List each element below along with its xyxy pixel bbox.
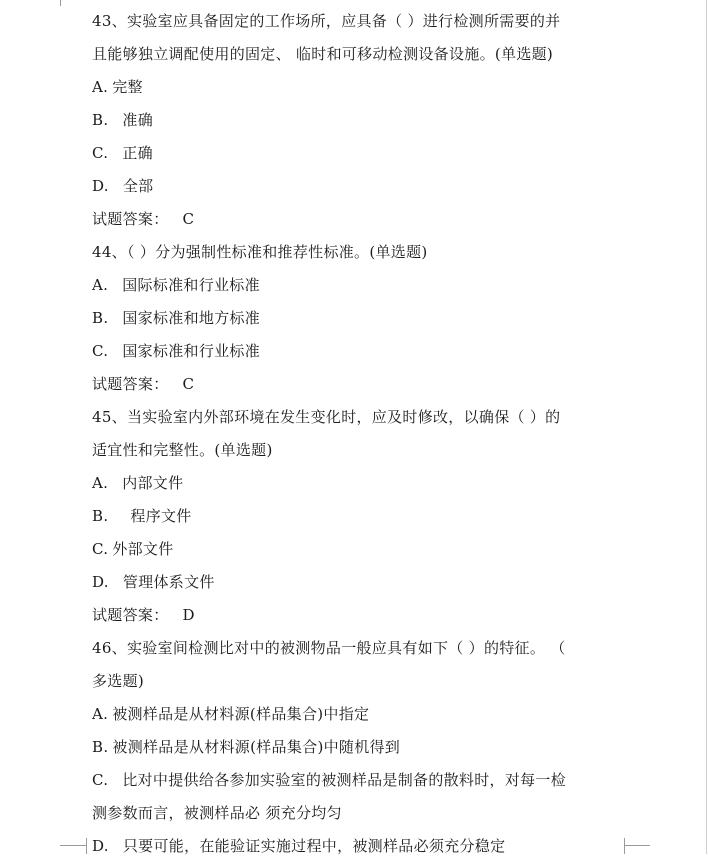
option-letter: B. [92, 111, 109, 129]
question-44-option-a [92, 269, 632, 302]
option-text: 被测样品是从材料源(样品集合)中指定 [112, 705, 370, 723]
question-46-stem-line-2: 多选题) [92, 672, 145, 690]
question-46-option-c-continued [92, 797, 632, 830]
option-letter: B. [92, 738, 109, 756]
question-43-option-d [92, 170, 632, 203]
question-43-option-a [92, 71, 632, 104]
option-letter: C. [92, 771, 109, 789]
question-45-stem-line-2: 适宜性和完整性。(单选题) [92, 441, 273, 459]
crop-mark [60, 845, 86, 846]
question-45-option-b [92, 500, 632, 533]
option-letter: C. [92, 144, 109, 162]
answer-label: 试题答案： [92, 375, 169, 393]
option-letter: D. [92, 837, 109, 855]
document-body [92, 5, 632, 863]
option-text: 准确 [122, 111, 154, 129]
question-43-stem-line-2: 且能够独立调配使用的固定、 临时和可移动检测设备设施。(单选题) [92, 45, 554, 63]
question-46-option-a [92, 698, 632, 731]
option-text: 国家标准和行业标准 [122, 342, 261, 360]
answer-value: C [182, 375, 195, 393]
option-text: 管理体系文件 [122, 573, 215, 591]
option-letter: A. [92, 474, 109, 492]
question-45-option-c [92, 533, 632, 566]
question-44-option-b [92, 302, 632, 335]
crop-mark [86, 838, 87, 854]
question-44-answer [92, 368, 632, 401]
option-letter: D. [92, 177, 109, 195]
option-text: 国际标准和行业标准 [122, 276, 260, 294]
question-45-stem-line-1: 45、当实验室内外部环境在发生变化时，应及时修改，以确保（ ）的 [92, 408, 561, 426]
option-text: 只要可能，在能验证实施过程中，被测样品必须充分稳定 [122, 837, 506, 855]
question-45-option-d [92, 566, 632, 599]
option-letter: B. [92, 507, 109, 525]
question-45-answer [92, 599, 632, 632]
question-46-option-b [92, 731, 632, 764]
question-44-stem-line-1: 44、（ ）分为强制性标准和推荐性标准。(单选题) [92, 243, 428, 261]
option-text: 比对中提供给各参加实验室的被测样品是制备的散料时，对每一检 [122, 771, 567, 789]
crop-mark [60, 0, 61, 6]
option-text: 完整 [112, 78, 143, 96]
option-text: 正确 [122, 144, 153, 162]
page-edge [706, 0, 707, 854]
option-text: 内部文件 [122, 474, 184, 492]
answer-label: 试题答案： [92, 606, 169, 624]
question-44-option-c [92, 335, 632, 368]
question-43-answer [92, 203, 632, 236]
question-43-option-b [92, 104, 632, 137]
answer-label: 试题答案： [92, 210, 169, 228]
question-43-option-c [92, 137, 632, 170]
option-text: 全部 [122, 177, 154, 195]
option-letter: C. [92, 540, 109, 558]
question-43-stem-line-1: 43、实验室应具备固定的工作场所，应具备（ ）进行检测所需要的并 [92, 12, 561, 30]
option-text: 被测样品是从材料源(样品集合)中随机得到 [112, 738, 401, 756]
option-letter: C. [92, 342, 109, 360]
question-46-option-c [92, 764, 632, 797]
option-text: 程序文件 [130, 507, 192, 525]
option-text: 外部文件 [112, 540, 174, 558]
question-46-stem-line-1: 46、实验室间检测比对中的被测物品一般应具有如下（ ）的特征。 （ [92, 639, 566, 657]
answer-value: D [182, 606, 195, 624]
question-45-option-a [92, 467, 632, 500]
answer-value: C [182, 210, 195, 228]
option-letter: A. [92, 705, 109, 723]
option-letter: A. [92, 276, 109, 294]
option-letter: B. [92, 309, 109, 327]
option-letter: A. [92, 78, 109, 96]
option-text: 测参数而言，被测样品必 须充分均匀 [92, 804, 342, 822]
option-letter: D. [92, 573, 109, 591]
option-text: 国家标准和地方标准 [122, 309, 261, 327]
question-46-option-d [92, 830, 632, 863]
